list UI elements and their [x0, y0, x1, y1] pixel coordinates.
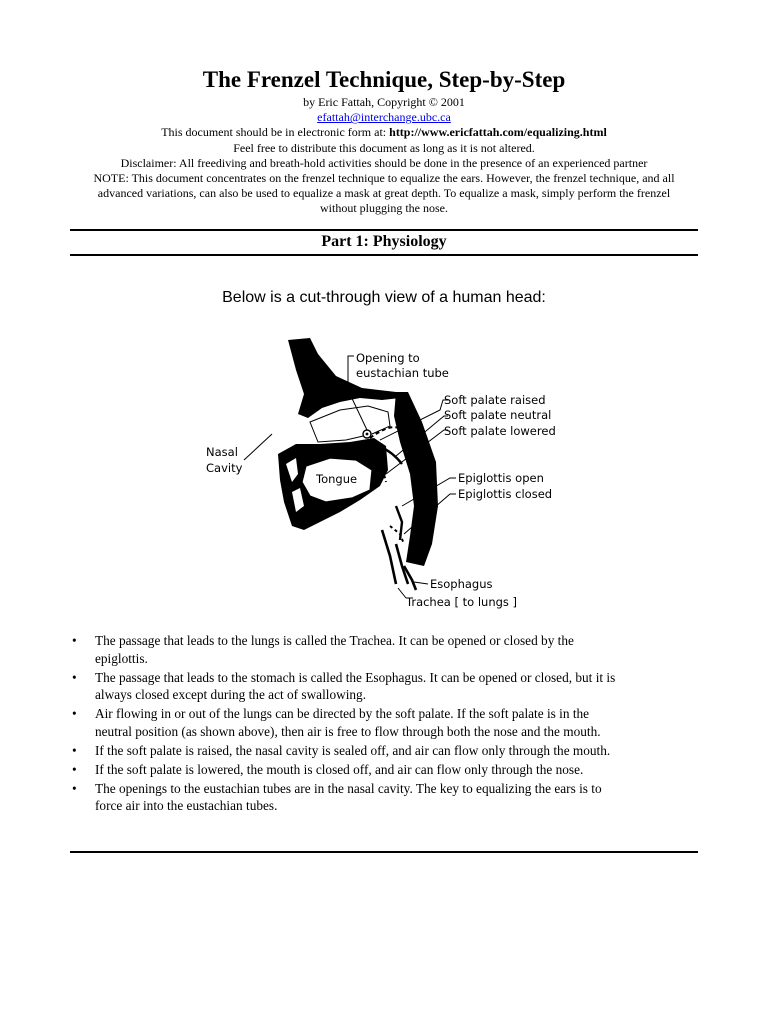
list-item: • The passage that leads to the stomach is called the Esophagus. It can be opened or closed, but it is always closed except during the act of swallowing. — [72, 669, 616, 702]
list-item: • Air flowing in or out of the lungs can be directed by the soft palate. If the soft palate is in the neutral position (as shown above), then air is free to flow through both the nose and the mouth. — [72, 706, 601, 739]
label-nasal-1: Nasal — [206, 445, 238, 459]
label-soft-lowered: Soft palate lowered — [444, 424, 556, 438]
label-nasal-2: Cavity — [206, 461, 243, 475]
label-opening-1: Opening to — [356, 351, 420, 365]
disclaimer: Disclaimer: All freediving and breath-hold activities should be done in the presence of an experienced partner — [120, 155, 648, 170]
label-epi-open: Epiglottis open — [458, 471, 544, 485]
section-end-rule — [70, 851, 698, 853]
electronic-form-line — [60, 125, 708, 140]
note-line-1: NOTE: This document concentrates on the frenzel technique to equalize the ears. However, the frenzel technique, and all — [93, 171, 675, 186]
bullet-dot-icon: • — [72, 761, 77, 777]
trachea-wall-front — [382, 530, 396, 584]
nasal-cavity-white — [310, 406, 390, 442]
byline: by Eric Fattah, Copyright © 2001 — [303, 95, 465, 109]
bullet-dot-icon: • — [72, 780, 77, 796]
bullet-dot-icon: • — [72, 742, 77, 758]
label-soft-raised: Soft palate raised — [444, 393, 546, 407]
note-line-2: advanced variations, can also be used to equalize a mask at great depth. To equalize a mask, simply perform the frenzel — [97, 186, 671, 201]
section-title: Part 1: Physiology — [321, 233, 447, 250]
electronic-prefix: This document should be in electronic form at: — [161, 125, 390, 140]
bullet-dot-icon: • — [72, 706, 77, 721]
label-esophagus: Esophagus — [430, 577, 493, 591]
physiology-bullet-list — [70, 632, 698, 816]
head-cross-section-diagram — [200, 330, 570, 615]
list-item: • The openings to the eustachian tubes are in the nasal cavity. The key to equalizing the ears is to force air into the eustachian tubes. — [72, 780, 602, 813]
author-email-link[interactable]: efattah@interchange.ubc.ca — [317, 110, 451, 125]
electronic-url: http://www.ericfattah.com/equalizing.html — [389, 125, 607, 140]
bullet-dot-icon: • — [72, 669, 77, 685]
list-item: • The passage that leads to the lungs is called the Trachea. It can be opened or closed by the epiglottis. — [72, 633, 574, 666]
section-rule-top — [70, 229, 698, 231]
figure-caption: Below is a cut-through view of a human head: — [222, 289, 546, 306]
list-item: • If the soft palate is lowered, the mouth is closed off, and air can flow only through the nose. — [72, 761, 584, 777]
document-header-info — [60, 95, 708, 217]
label-soft-neutral: Soft palate neutral — [444, 408, 552, 422]
label-trachea: Trachea [ to lungs ] — [406, 595, 518, 609]
list-item: • If the soft palate is raised, the nasal cavity is sealed off, and air can flow only through the mouth. — [72, 742, 611, 758]
bullet-dot-icon: • — [72, 633, 77, 648]
distribute-note: Feel free to distribute this document as long as it is not altered. — [233, 140, 535, 155]
trachea-wall-back — [396, 544, 408, 584]
label-opening-2: eustachian tube — [356, 366, 449, 380]
label-epi-closed: Epiglottis closed — [458, 487, 553, 501]
section-rule-bottom — [70, 254, 698, 256]
document-title: The Frenzel Technique, Step-by-Step — [202, 67, 566, 92]
label-tongue: Tongue — [316, 472, 358, 486]
note-line-3: without plugging the nose. — [320, 201, 448, 216]
